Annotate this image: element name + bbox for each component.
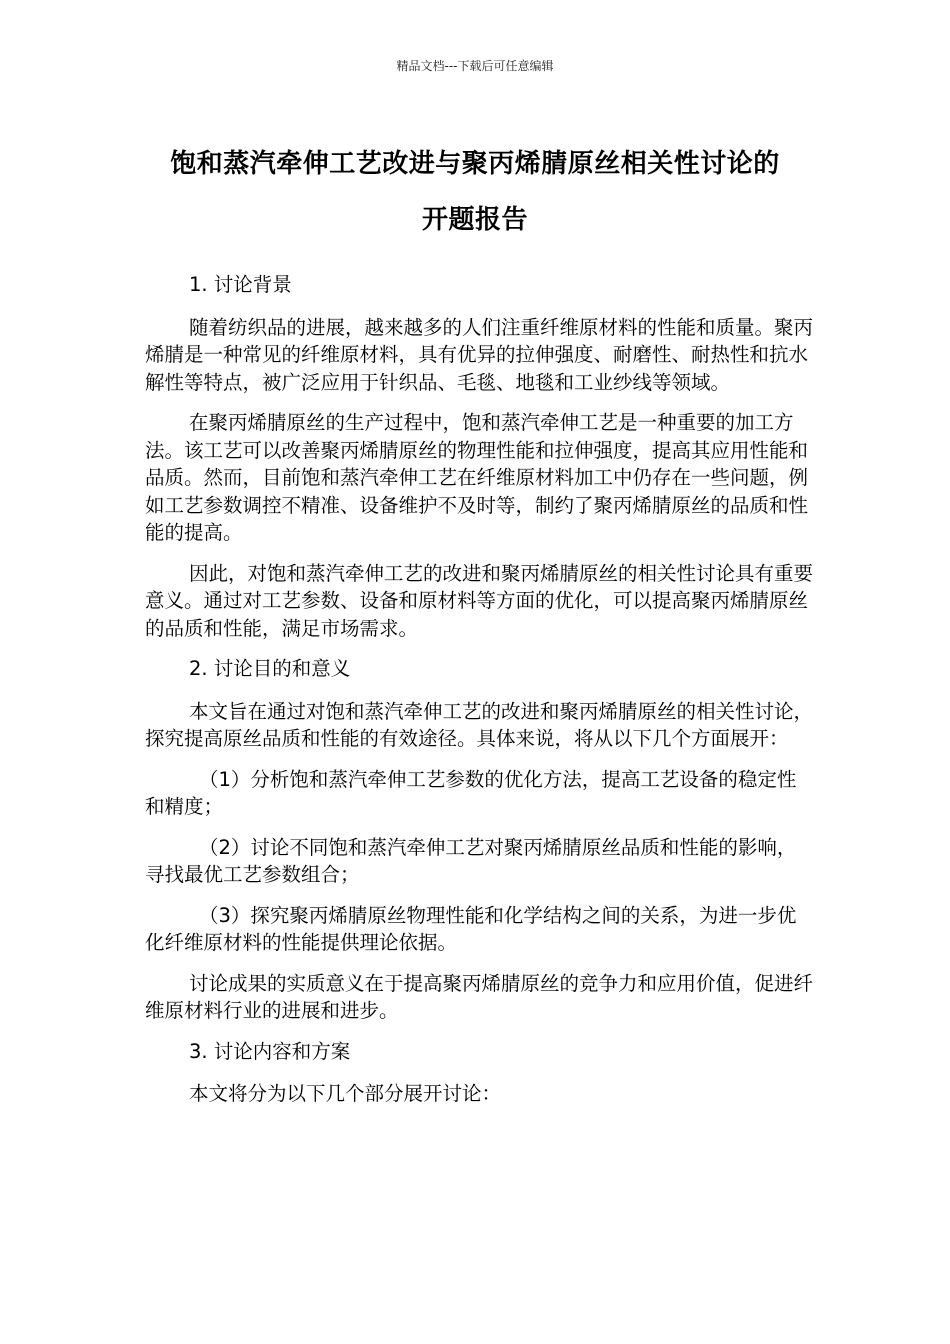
section-1-paragraph-1: 随着纺织品的进展，越来越多的人们注重纤维原材料的性能和质量。聚丙烯腈是一种常见的纤维原材料，具有优异的拉伸强度、耐磨性、耐热性和抗水解性等特点，被广泛应用于针织品、毛毯、地毯和工业纱线等领域。 xyxy=(145,315,814,394)
section-1-paragraph-2: 在聚丙烯腈原丝的生产过程中，饱和蒸汽牵伸工艺是一种重要的加工方法。该工艺可以改善聚丙烯腈原丝的物理性能和拉伸强度，提高其应用性能和品质。然而，目前饱和蒸汽牵伸工艺在纤维原材料加工中仍存在一些问题，例如工艺参数调控不精准、设备维护不及时等，制约了聚丙烯腈原丝的品质和性能的提高。 xyxy=(145,411,809,544)
section-2-list-item-1: （1）分析饱和蒸汽牵伸工艺参数的优化方法，提高工艺设备的稳定性和精度； xyxy=(145,767,797,818)
section-2-list-item-3: （3）探究聚丙烯腈原丝物理性能和化学结构之间的关系，为进一步优化纤维原材料的性能提供理论依据。 xyxy=(145,903,797,954)
document-body xyxy=(145,271,815,1121)
title-line-2: 开题报告 xyxy=(421,205,528,235)
section-2-paragraph-1: 本文旨在通过对饱和蒸汽牵伸工艺的改进和聚丙烯腈原丝的相关性讨论，探究提高原丝品质和性能的有效途径。具体来说，将从以下几个方面展开： xyxy=(145,699,814,750)
section-1-paragraph-3: 因此，对饱和蒸汽牵伸工艺的改进和聚丙烯腈原丝的相关性讨论具有重要意义。通过对工艺参数、设备和原材料等方面的优化，可以提高聚丙烯腈原丝的品质和性能，满足市场需求。 xyxy=(145,561,814,640)
section-2-list-item-2: （2）讨论不同饱和蒸汽牵伸工艺对聚丙烯腈原丝品质和性能的影响，寻找最优工艺参数组合； xyxy=(145,835,797,886)
page-header: 精品文档---下载后可任意编辑 xyxy=(396,59,554,73)
section-3-paragraph-1: 本文将分为以下几个部分展开讨论： xyxy=(189,1082,502,1105)
section-1-heading: 1. 讨论背景 xyxy=(189,273,292,296)
document-title xyxy=(130,136,820,248)
section-2-heading: 2. 讨论目的和意义 xyxy=(189,657,351,680)
section-3-heading: 3. 讨论内容和方案 xyxy=(189,1039,351,1063)
title-line-1: 饱和蒸汽牵伸工艺改进与聚丙烯腈原丝相关性讨论的 xyxy=(170,149,780,179)
section-2-paragraph-2: 讨论成果的实质意义在于提高聚丙烯腈原丝的竞争力和应用价值，促进纤维原材料行业的进展和进步。 xyxy=(145,971,814,1022)
